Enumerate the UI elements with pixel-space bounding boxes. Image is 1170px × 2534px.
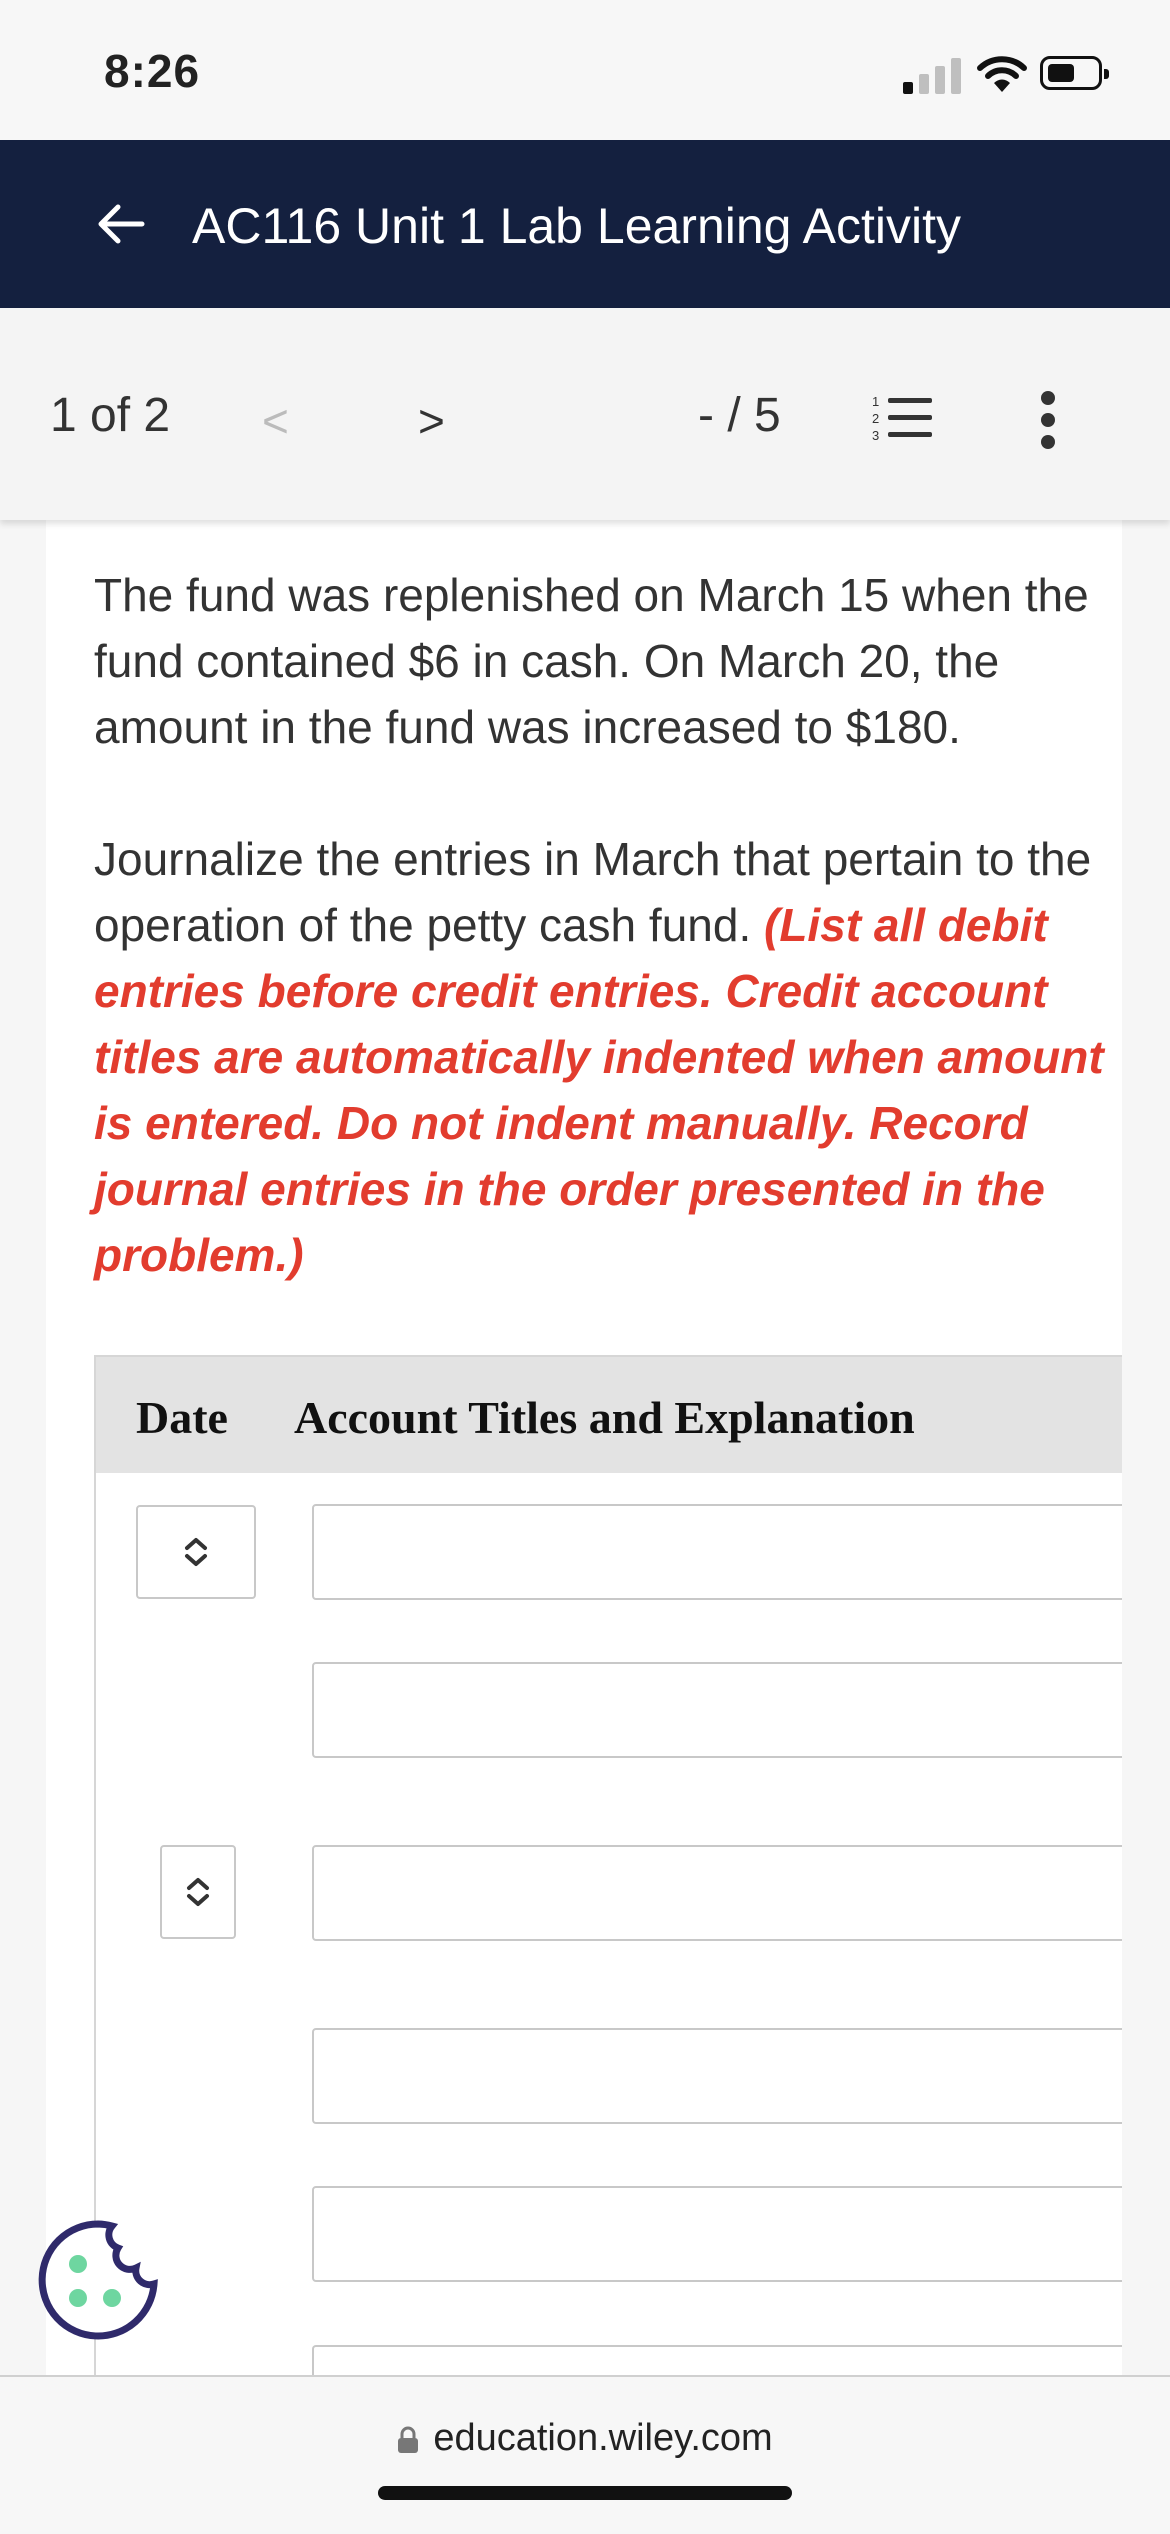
page-indicator: 1 of 2 xyxy=(50,389,171,442)
home-indicator[interactable] xyxy=(378,2486,792,2500)
svg-text:2: 2 xyxy=(872,411,880,426)
account-title-input[interactable] xyxy=(312,1662,1122,1758)
journal-entry-table xyxy=(94,1355,1122,2375)
account-title-input[interactable] xyxy=(312,1504,1122,1600)
score-indicator: - / 5 xyxy=(698,389,781,442)
instructions-text: Journalize the entries in March that pertain to the operation of the petty cash fund. xyxy=(94,833,1092,951)
account-title-input-partial xyxy=(312,2345,1122,2375)
cellular-signal-icon xyxy=(903,56,961,94)
table-header xyxy=(96,1357,1122,1473)
cookie-icon[interactable] xyxy=(36,2218,160,2342)
lock-icon xyxy=(397,2426,419,2454)
url-text: education.wiley.com xyxy=(433,2417,773,2459)
account-column-header: Account Titles and Explanation xyxy=(294,1392,915,1443)
question-toolbar xyxy=(0,308,1170,520)
date-select[interactable] xyxy=(136,1505,256,1599)
back-arrow-icon[interactable] xyxy=(92,194,152,254)
instructions-paragraph xyxy=(94,826,1104,1288)
date-column-header: Date xyxy=(136,1392,228,1443)
account-title-input[interactable] xyxy=(312,2186,1122,2282)
date-select[interactable] xyxy=(160,1845,236,1939)
next-page-button[interactable]: > xyxy=(418,395,445,447)
status-time: 8:26 xyxy=(104,45,201,97)
chevron-up-down-icon xyxy=(182,1536,210,1568)
app-header xyxy=(0,140,1170,308)
previous-page-button[interactable]: < xyxy=(262,395,289,447)
instructions-note: (List all debit entries before credit entries. Credit account titles are automatically indented when amount is entered. Do not indent manually. Record journal entries in the order presented in the problem.) xyxy=(94,899,1104,1281)
problem-paragraph: The fund was replenished on March 15 when the fund contained $6 in cash. On March 20, the amount in the fund was increased to $180. xyxy=(94,569,1089,753)
numbered-list-icon[interactable] xyxy=(872,392,934,442)
account-title-input[interactable] xyxy=(312,2028,1122,2124)
status-bar xyxy=(0,0,1170,140)
browser-url-bar[interactable] xyxy=(0,2375,1170,2534)
battery-icon xyxy=(1040,56,1102,90)
wifi-icon xyxy=(977,54,1027,94)
page-title: AC116 Unit 1 Lab Learning Activity xyxy=(192,198,961,254)
more-options-icon[interactable] xyxy=(1036,390,1060,450)
chevron-up-down-icon xyxy=(184,1876,212,1908)
svg-text:3: 3 xyxy=(872,428,880,442)
svg-text:1: 1 xyxy=(872,394,880,409)
account-title-input[interactable] xyxy=(312,1845,1122,1941)
question-card xyxy=(46,520,1122,2375)
